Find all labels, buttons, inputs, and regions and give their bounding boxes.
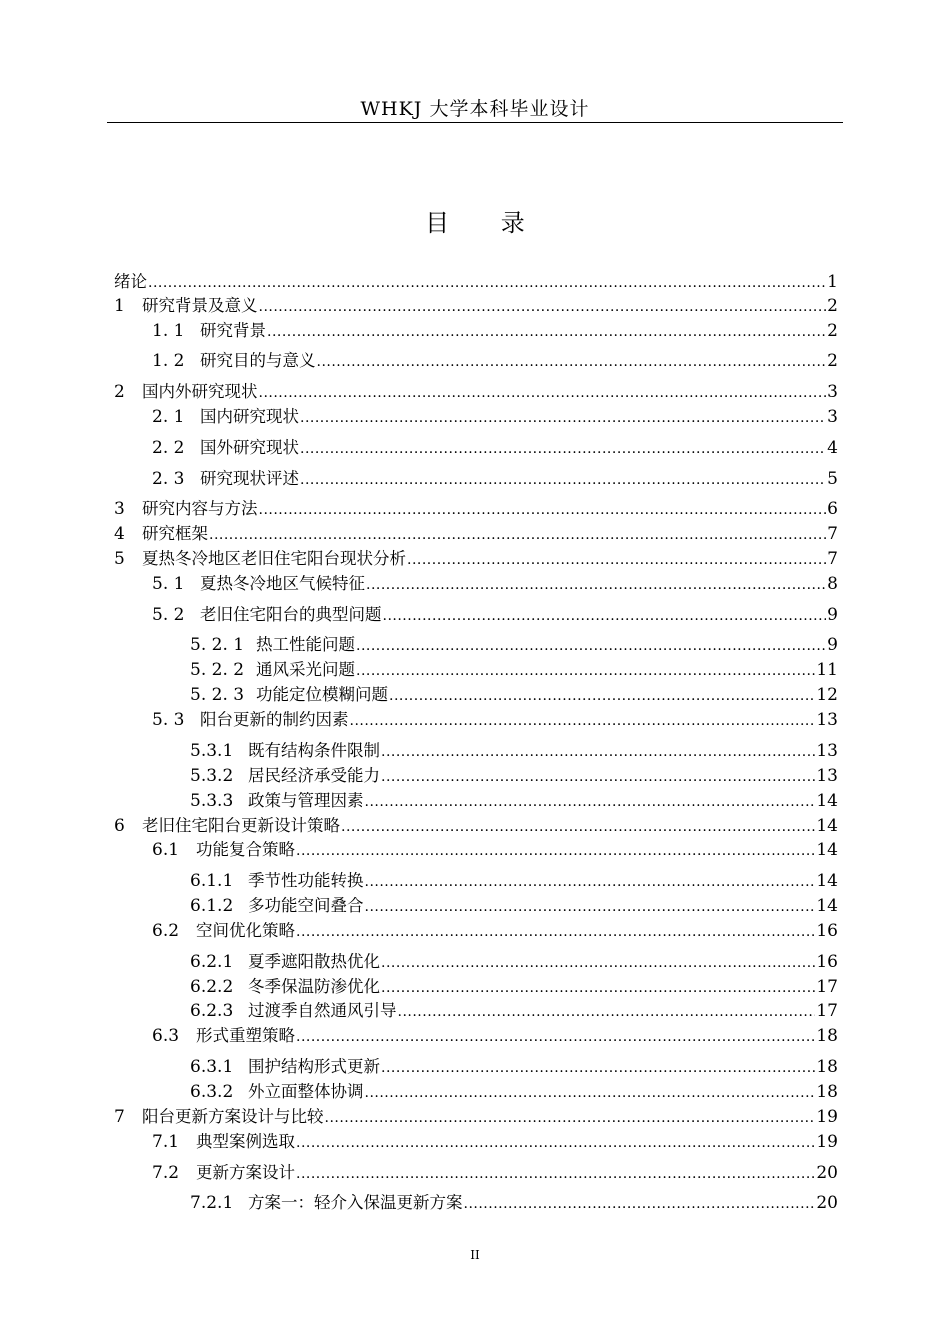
toc-entry-number: 5 [114, 549, 125, 569]
toc-entry-number: 6.3.2 [190, 1082, 234, 1102]
toc-entry[interactable] [190, 869, 838, 893]
toc-entry-page: 13 [816, 766, 838, 786]
toc-entry-page: 18 [816, 1082, 838, 1102]
toc-entry-number: 6.2.3 [190, 1001, 234, 1021]
toc-leader-dots [296, 1025, 815, 1049]
toc-entry-page: 17 [816, 977, 838, 997]
toc-entry[interactable] [190, 999, 838, 1023]
toc-entry-page: 17 [816, 1001, 838, 1021]
toc-entry-label: 功能定位模糊问题 [256, 685, 388, 704]
toc-leader-dots [325, 1106, 816, 1130]
toc-leader-dots [267, 320, 826, 344]
toc-leader-dots [259, 295, 827, 319]
toc-entry[interactable] [152, 708, 838, 732]
toc-entry-page: 5 [827, 469, 838, 489]
toc-entry-label: 研究背景 [200, 321, 266, 340]
toc-leader-dots [383, 604, 827, 628]
toc-entry-number: 5.3.2 [190, 766, 234, 786]
toc-leader-dots [300, 437, 826, 461]
toc-entry[interactable] [114, 497, 838, 521]
toc-entry-number: 6 [114, 816, 125, 836]
toc-entry[interactable] [152, 1024, 838, 1048]
toc-leader-dots [356, 659, 815, 683]
toc-entry-label: 围护结构形式更新 [248, 1057, 380, 1076]
toc-entry-label: 过渡季自然通风引导 [248, 1001, 397, 1020]
toc-leader-dots [259, 498, 827, 522]
toc-entry-label: 更新方案设计 [196, 1163, 295, 1182]
toc-entry[interactable] [190, 658, 838, 682]
toc-entry-label: 季节性功能转换 [248, 871, 364, 890]
toc-entry-label: 夏季遮阳散热优化 [248, 952, 380, 971]
toc-entry-number: 5. 2. 1 [190, 635, 245, 655]
toc-leader-dots [365, 1081, 816, 1105]
toc-entry-number: 3 [114, 499, 125, 519]
toc-entry-number: 6.3.1 [190, 1057, 234, 1077]
toc-entry-number: 7 [114, 1107, 125, 1127]
toc-leader-dots [381, 951, 815, 975]
toc-entry-number: 6.1 [152, 840, 180, 860]
toc-entry-label: 形式重塑策略 [196, 1026, 295, 1045]
toc-entry-page: 18 [816, 1026, 838, 1046]
toc-leader-dots [365, 790, 816, 814]
page-header [107, 96, 843, 123]
toc-entry-label: 冬季保温防渗优化 [248, 977, 380, 996]
toc-entry-label: 研究背景及意义 [142, 296, 258, 315]
toc-leader-dots [464, 1192, 816, 1216]
toc-entry-page: 8 [827, 574, 838, 594]
toc-entry-page: 2 [827, 351, 838, 371]
toc-leader-dots [259, 381, 827, 405]
toc-entry[interactable] [114, 294, 838, 318]
toc-entry-number: 2 [114, 382, 125, 402]
toc-entry-page: 9 [827, 605, 838, 625]
toc-entry-page: 14 [816, 896, 838, 916]
toc-entry-label: 阳台更新的制约因素 [200, 710, 349, 729]
toc-entry-page: 18 [816, 1057, 838, 1077]
toc-entry[interactable] [152, 1130, 838, 1154]
toc-entry[interactable] [152, 572, 838, 596]
toc-leader-dots [296, 1131, 815, 1155]
toc-entry-number: 2. 1 [152, 407, 185, 427]
page-number: II [470, 1248, 480, 1262]
toc-entry-number: 6.2.1 [190, 952, 234, 972]
toc-leader-dots [381, 765, 815, 789]
toc-leader-dots [407, 548, 826, 572]
toc-leader-dots [317, 350, 827, 374]
toc-entry-number: 6.1.2 [190, 896, 234, 916]
toc-entry-number: 7.2 [152, 1163, 180, 1183]
toc-entry-label: 研究目的与意义 [200, 351, 316, 370]
toc-leader-dots [300, 406, 826, 430]
toc-entry-label: 国内研究现状 [200, 407, 299, 426]
toc-entry-number: 6.2 [152, 921, 180, 941]
toc-entry-number: 4 [114, 524, 125, 544]
toc-entry-page: 14 [816, 791, 838, 811]
toc-entry-label: 通风采光问题 [256, 660, 355, 679]
toc-leader-dots [296, 839, 815, 863]
toc-entry[interactable] [190, 789, 838, 813]
toc-entry-number: 6.1.1 [190, 871, 234, 891]
toc-entry[interactable] [190, 1080, 838, 1104]
toc-entry-label: 老旧住宅阳台更新设计策略 [142, 816, 340, 835]
toc-entry-page: 20 [816, 1193, 838, 1213]
toc-entry[interactable] [190, 1055, 838, 1079]
toc-entry-number: 5. 1 [152, 574, 185, 594]
toc-leader-dots [148, 271, 826, 295]
toc-leader-dots [341, 815, 815, 839]
toc-entry-number: 7.1 [152, 1132, 180, 1152]
toc-entry-number: 5. 2. 2 [190, 660, 245, 680]
toc-entry-page: 20 [816, 1163, 838, 1183]
toc-entry-label: 政策与管理因素 [248, 791, 364, 810]
toc-leader-dots [381, 976, 815, 1000]
toc-entry[interactable] [190, 975, 838, 999]
toc-leader-dots [356, 634, 826, 658]
toc-entry[interactable] [190, 739, 838, 763]
toc-entry[interactable] [114, 1105, 838, 1129]
toc-entry-number: 1. 2 [152, 351, 185, 371]
toc-entry-page: 2 [827, 321, 838, 341]
toc-entry-page: 6 [827, 499, 838, 519]
toc-entry-page: 9 [827, 635, 838, 655]
toc-entry-page: 14 [816, 840, 838, 860]
toc-leader-dots [296, 920, 815, 944]
toc-entry[interactable] [190, 894, 838, 918]
toc-entry-label: 典型案例选取 [196, 1132, 295, 1151]
toc-entry-page: 2 [827, 296, 838, 316]
toc-entry-page: 13 [816, 710, 838, 730]
toc-entry-page: 11 [816, 660, 838, 680]
toc-leader-dots [365, 870, 816, 894]
toc-entry-label: 多功能空间叠合 [248, 896, 364, 915]
toc-entry-number: 5. 2 [152, 605, 185, 625]
toc-entry-label: 功能复合策略 [196, 840, 295, 859]
toc-entry[interactable] [152, 405, 838, 429]
toc-leader-dots [398, 1000, 816, 1024]
toc-entry[interactable] [152, 1161, 838, 1185]
toc-leader-dots [366, 573, 826, 597]
toc-entry-page: 19 [816, 1107, 838, 1127]
toc-leader-dots [300, 468, 826, 492]
toc-leader-dots [381, 1056, 815, 1080]
toc-entry-label: 研究现状评述 [200, 469, 299, 488]
toc-entry[interactable] [152, 319, 838, 343]
toc-entry-number: 2. 2 [152, 438, 185, 458]
toc-entry-label: 居民经济承受能力 [248, 766, 380, 785]
toc-entry-page: 14 [816, 816, 838, 836]
toc-entry-label: 绪论 [114, 272, 147, 291]
toc-entry-label: 方案一：轻介入保温更新方案 [248, 1193, 463, 1212]
toc-entry-page: 3 [827, 407, 838, 427]
toc-entry[interactable] [190, 950, 838, 974]
toc-entry-label: 研究框架 [142, 524, 208, 543]
toc-entry-number: 5. 3 [152, 710, 185, 730]
toc-leader-dots [381, 740, 815, 764]
toc-entry-number: 5.3.3 [190, 791, 234, 811]
toc-entry-page: 1 [827, 272, 838, 292]
toc-entry[interactable] [152, 436, 838, 460]
toc-entry-number: 6.3 [152, 1026, 180, 1046]
toc-entry[interactable] [114, 380, 838, 404]
toc-entry-label: 夏热冬冷地区老旧住宅阳台现状分析 [142, 549, 406, 568]
toc-entry-label: 空间优化策略 [196, 921, 295, 940]
toc-entry-page: 16 [816, 952, 838, 972]
toc-leader-dots [350, 709, 816, 733]
toc-entry[interactable] [152, 349, 838, 373]
toc-entry[interactable] [190, 683, 838, 707]
toc-leader-dots [389, 684, 815, 708]
toc-entry-label: 既有结构条件限制 [248, 741, 380, 760]
toc-entry-page: 7 [827, 524, 838, 544]
toc-entry-number: 1 [114, 296, 125, 316]
toc-entry-page: 12 [816, 685, 838, 705]
toc-leader-dots [209, 523, 826, 547]
toc-entry-label: 热工性能问题 [256, 635, 355, 654]
toc-entry-label: 研究内容与方法 [142, 499, 258, 518]
toc-entry[interactable] [190, 764, 838, 788]
toc-leader-dots [296, 1162, 815, 1186]
toc-entry[interactable] [190, 1191, 838, 1215]
toc-entry[interactable] [114, 522, 838, 546]
toc-entry-page: 3 [827, 382, 838, 402]
toc-entry-page: 4 [827, 438, 838, 458]
toc-entry-number: 5.3.1 [190, 741, 234, 761]
toc-entry[interactable] [114, 547, 838, 571]
toc-entry-label: 国外研究现状 [200, 438, 299, 457]
toc-entry-page: 16 [816, 921, 838, 941]
toc-entry[interactable] [152, 919, 838, 943]
toc-entry[interactable] [114, 814, 838, 838]
toc-entry[interactable] [114, 270, 838, 294]
toc-entry[interactable] [152, 467, 838, 491]
toc-entry-page: 19 [816, 1132, 838, 1152]
page-title: 目 录 [425, 209, 547, 237]
toc-entry-page: 7 [827, 549, 838, 569]
toc-entry-number: 5. 2. 3 [190, 685, 245, 705]
toc-entry-number: 2. 3 [152, 469, 185, 489]
toc-entry-page: 14 [816, 871, 838, 891]
toc-entry-number: 6.2.2 [190, 977, 234, 997]
toc-leader-dots [365, 895, 816, 919]
header-text: WHKJ 大学本科毕业设计 [360, 98, 590, 120]
toc-entry-label: 阳台更新方案设计与比较 [142, 1107, 324, 1126]
toc-entry-label: 外立面整体协调 [248, 1082, 364, 1101]
toc-entry[interactable] [190, 633, 838, 657]
toc-entry[interactable] [152, 838, 838, 862]
toc-entry-label: 老旧住宅阳台的典型问题 [200, 605, 382, 624]
toc-entry-number: 1. 1 [152, 321, 185, 341]
toc-entry-number: 7.2.1 [190, 1193, 234, 1213]
toc-entry-label: 国内外研究现状 [142, 382, 258, 401]
toc-entry-label: 夏热冬冷地区气候特征 [200, 574, 365, 593]
toc-entry-page: 13 [816, 741, 838, 761]
toc-entry[interactable] [152, 603, 838, 627]
